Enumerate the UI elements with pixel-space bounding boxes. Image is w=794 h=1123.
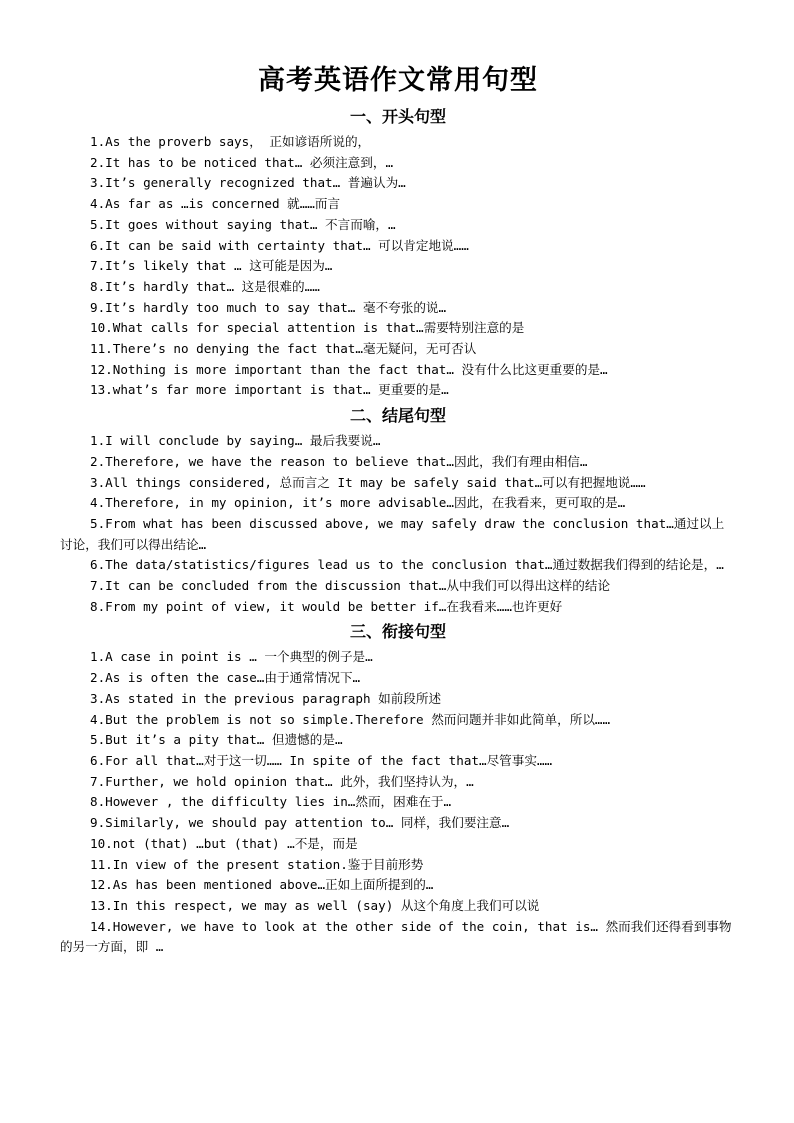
section-closing	[60, 405, 736, 617]
list-item: 9.It’s hardly too much to say that… 毫不夸张的说…	[90, 299, 447, 315]
section-transition	[60, 621, 736, 958]
section-opening	[60, 106, 736, 401]
list-item: 5.But it’s a pity that… 但遗憾的是…	[90, 732, 343, 748]
section-heading: 一、开头句型	[349, 107, 446, 126]
list-item: 11.There’s no denying the fact that…毫无疑问，无可否认	[90, 341, 477, 357]
list-item: 3.As stated in the previous paragraph 如前段所述	[90, 690, 442, 706]
sentence-list	[60, 431, 736, 617]
page-title: 高考英语作文常用句型	[258, 65, 538, 96]
list-item: 6.The data/statistics/figures lead us to the conclusion that…通过数据我们得到的结论是，…	[90, 557, 724, 573]
list-item: 8.However , the difficulty lies in…然而，困难在于…	[90, 794, 452, 810]
list-item: 4.But the problem is not so simple.Therefore 然而问题并非如此简单，所以……	[90, 711, 611, 727]
list-item: 4.Therefore, in my opinion, it’s more advisable…因此，在我看来，更可取的是…	[90, 495, 626, 511]
list-item: 5.It goes without saying that… 不言而喻，…	[90, 216, 396, 232]
list-item: 1.As the proverb says， 正如谚语所说的，	[90, 134, 371, 149]
sentence-list	[60, 647, 736, 958]
list-item: 14.However, we have to look at the other side of the coin, that is… 然而我们还得看到事物的另一方面，即 …	[60, 918, 732, 955]
list-item: 7.It’s likely that … 这可能是因为…	[90, 258, 333, 274]
list-item: 4.As far as …is concerned 就……而言	[90, 196, 341, 212]
list-item: 2.It has to be noticed that… 必须注意到，…	[90, 154, 394, 170]
section-heading: 三、衔接句型	[349, 622, 446, 642]
list-item: 2.Therefore, we have the reason to believe that…因此，我们有理由相信…	[90, 453, 588, 469]
list-item: 7.Further, we hold opinion that… 此外，我们坚持认为，…	[90, 773, 474, 789]
list-item: 10.What calls for special attention is that…需要特别注意的是	[90, 320, 525, 336]
list-item: 8.It’s hardly that… 这是很难的……	[90, 278, 320, 294]
list-item: 6.For all that…对于这一切…… In spite of the fact that…尽管事实……	[90, 752, 553, 768]
list-item: 9.Similarly, we should pay attention to… 同样，我们要注意…	[90, 815, 510, 831]
list-item: 8.From my point of view, it would be better if…在我看来……也许更好	[90, 598, 563, 614]
list-item: 3.It’s generally recognized that… 普遍认为…	[90, 175, 406, 191]
section-heading: 二、结尾句型	[349, 406, 446, 426]
list-item: 12.Nothing is more important than the fact that… 没有什么比这更重要的是…	[90, 361, 608, 377]
list-item: 7.It can be concluded from the discussion that…从中我们可以得出这样的结论	[90, 578, 611, 594]
sentence-list	[60, 132, 736, 401]
list-item: 2.As is often the case…由于通常情况下…	[90, 670, 361, 686]
list-item: 1.I will conclude by saying… 最后我要说…	[90, 433, 381, 449]
list-item: 11.In view of the present station.鉴于目前形势	[90, 856, 424, 872]
list-item: 1.A case in point is … 一个典型的例子是…	[90, 649, 373, 665]
list-item: 6.It can be said with certainty that… 可以肯定地说……	[90, 237, 469, 253]
list-item: 3.All things considered, 总而言之 It may be safely said that…可以有把握地说……	[90, 474, 646, 490]
list-item: 12.As has been mentioned above…正如上面所提到的…	[90, 877, 434, 893]
list-item: 13.In this respect, we may as well (say) 从这个角度上我们可以说	[90, 897, 540, 913]
list-item: 13.what’s far more important is that… 更重要的是…	[90, 382, 449, 398]
list-item: 10.not (that) …but (that) …不是，而是	[90, 835, 358, 851]
list-item: 5.From what has been discussed above, we may safely draw the conclusion that…通过以上讨论，我们可以得出结论…	[60, 515, 725, 552]
